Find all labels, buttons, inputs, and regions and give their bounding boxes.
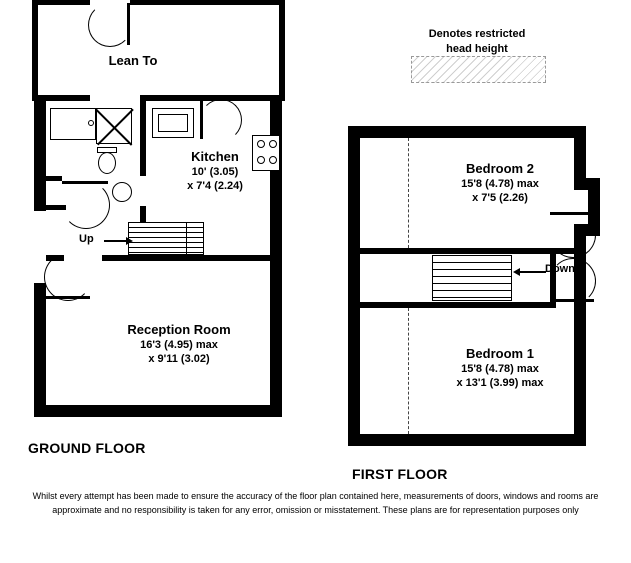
restricted-head-height-note-line1: Denotes restricted (428, 28, 526, 40)
room-label-lean-to (58, 52, 208, 69)
room-dim1-bedroom-2: 15'8 (4.78) max (461, 178, 539, 190)
up-arrow-head (126, 237, 133, 245)
first-outer-wall-left (348, 126, 360, 446)
room-dim2-bedroom-2: x 7'5 (2.26) (472, 192, 528, 204)
room-name-kitchen: Kitchen (191, 149, 239, 164)
restricted-head-height-note-line2: head height (446, 43, 508, 55)
lean-to-wall-top-right (130, 0, 285, 5)
ground-internal-wall-mid-2 (102, 255, 270, 261)
reception-door-leaf (44, 296, 90, 299)
room-dim1-kitchen: 10' (3.05) (191, 166, 239, 178)
lean-to-door-swing (88, 3, 132, 47)
wc-toilet (98, 152, 116, 174)
lean-to-wall-left (32, 0, 38, 95)
room-name-bedroom-1: Bedroom 1 (466, 346, 534, 361)
hob-burner-1 (257, 140, 265, 148)
ground-floor-plan (0, 0, 300, 470)
room-name-reception-room: Reception Room (127, 322, 231, 337)
bath-tap (88, 120, 94, 126)
first-outer-wall-bottom (348, 434, 586, 446)
ground-outer-wall-left (34, 101, 46, 211)
up-arrow-line (104, 240, 128, 242)
bedroom1-door-swing (550, 212, 596, 258)
room-dim2-reception-room: x 9'11 (3.02) (148, 353, 210, 365)
first-floor-title: FIRST FLOOR (352, 466, 448, 482)
wash-basin (112, 182, 132, 202)
bathroom-door-leaf (62, 181, 108, 184)
room-dim1-bedroom-1: 15'8 (4.78) max (461, 363, 539, 375)
first-internal-wall-landing (360, 302, 556, 308)
reception-door-swing (44, 253, 92, 301)
bedroom1-door-leaf (550, 212, 594, 215)
ground-outer-wall-left-lower (34, 283, 46, 417)
hob-burner-2 (269, 140, 277, 148)
lean-to-wall-top-left (32, 0, 90, 5)
down-arrow-line (520, 271, 546, 273)
ground-outer-wall-bottom (34, 405, 282, 417)
room-name-lean-to: Lean To (108, 53, 158, 68)
room-label-kitchen (140, 148, 290, 193)
ground-staircase-rail (186, 222, 187, 255)
room-dim1-reception-room: 16'3 (4.95) max (140, 339, 218, 351)
wc-cistern (97, 147, 117, 153)
ground-staircase (128, 222, 204, 255)
room-dim2-kitchen: x 7'4 (2.24) (187, 180, 243, 192)
kitchen-door-leaf (200, 99, 203, 139)
bathroom-door-swing (62, 181, 110, 229)
first-staircase (432, 255, 512, 301)
room-name-bedroom-2: Bedroom 2 (466, 161, 534, 176)
first-internal-wall-mid (360, 248, 574, 254)
room-label-bedroom-1 (390, 345, 610, 390)
kitchen-sink-bowl (158, 114, 188, 132)
room-label-bedroom-2 (400, 160, 600, 205)
up-arrow-label: Up (79, 233, 94, 245)
bedroom2-door-leaf (550, 299, 594, 302)
bedroom2-door-swing (550, 258, 596, 304)
first-outer-wall-top (348, 126, 586, 138)
down-arrow-head (513, 268, 520, 276)
first-floor-plan (340, 0, 631, 490)
ground-floor-title: GROUND FLOOR (28, 440, 146, 456)
lean-to-wall-right (279, 0, 285, 100)
kitchen-door-swing (200, 99, 242, 141)
disclaimer-text: Whilst every attempt has been made to ensure the accuracy of the floor plan contained here, measurements of doors, windows and rooms are approximate and no responsibility is taken for any error, omission or misstatement. These plans are for representation purposes only (32, 491, 599, 515)
down-arrow-label: Down (545, 263, 575, 275)
lean-to-door-leaf (127, 3, 130, 45)
room-label-reception-room (79, 321, 279, 366)
room-dim2-bedroom-1: x 13'1 (3.99) max (456, 377, 544, 389)
ground-wall-stub-left (46, 176, 62, 181)
